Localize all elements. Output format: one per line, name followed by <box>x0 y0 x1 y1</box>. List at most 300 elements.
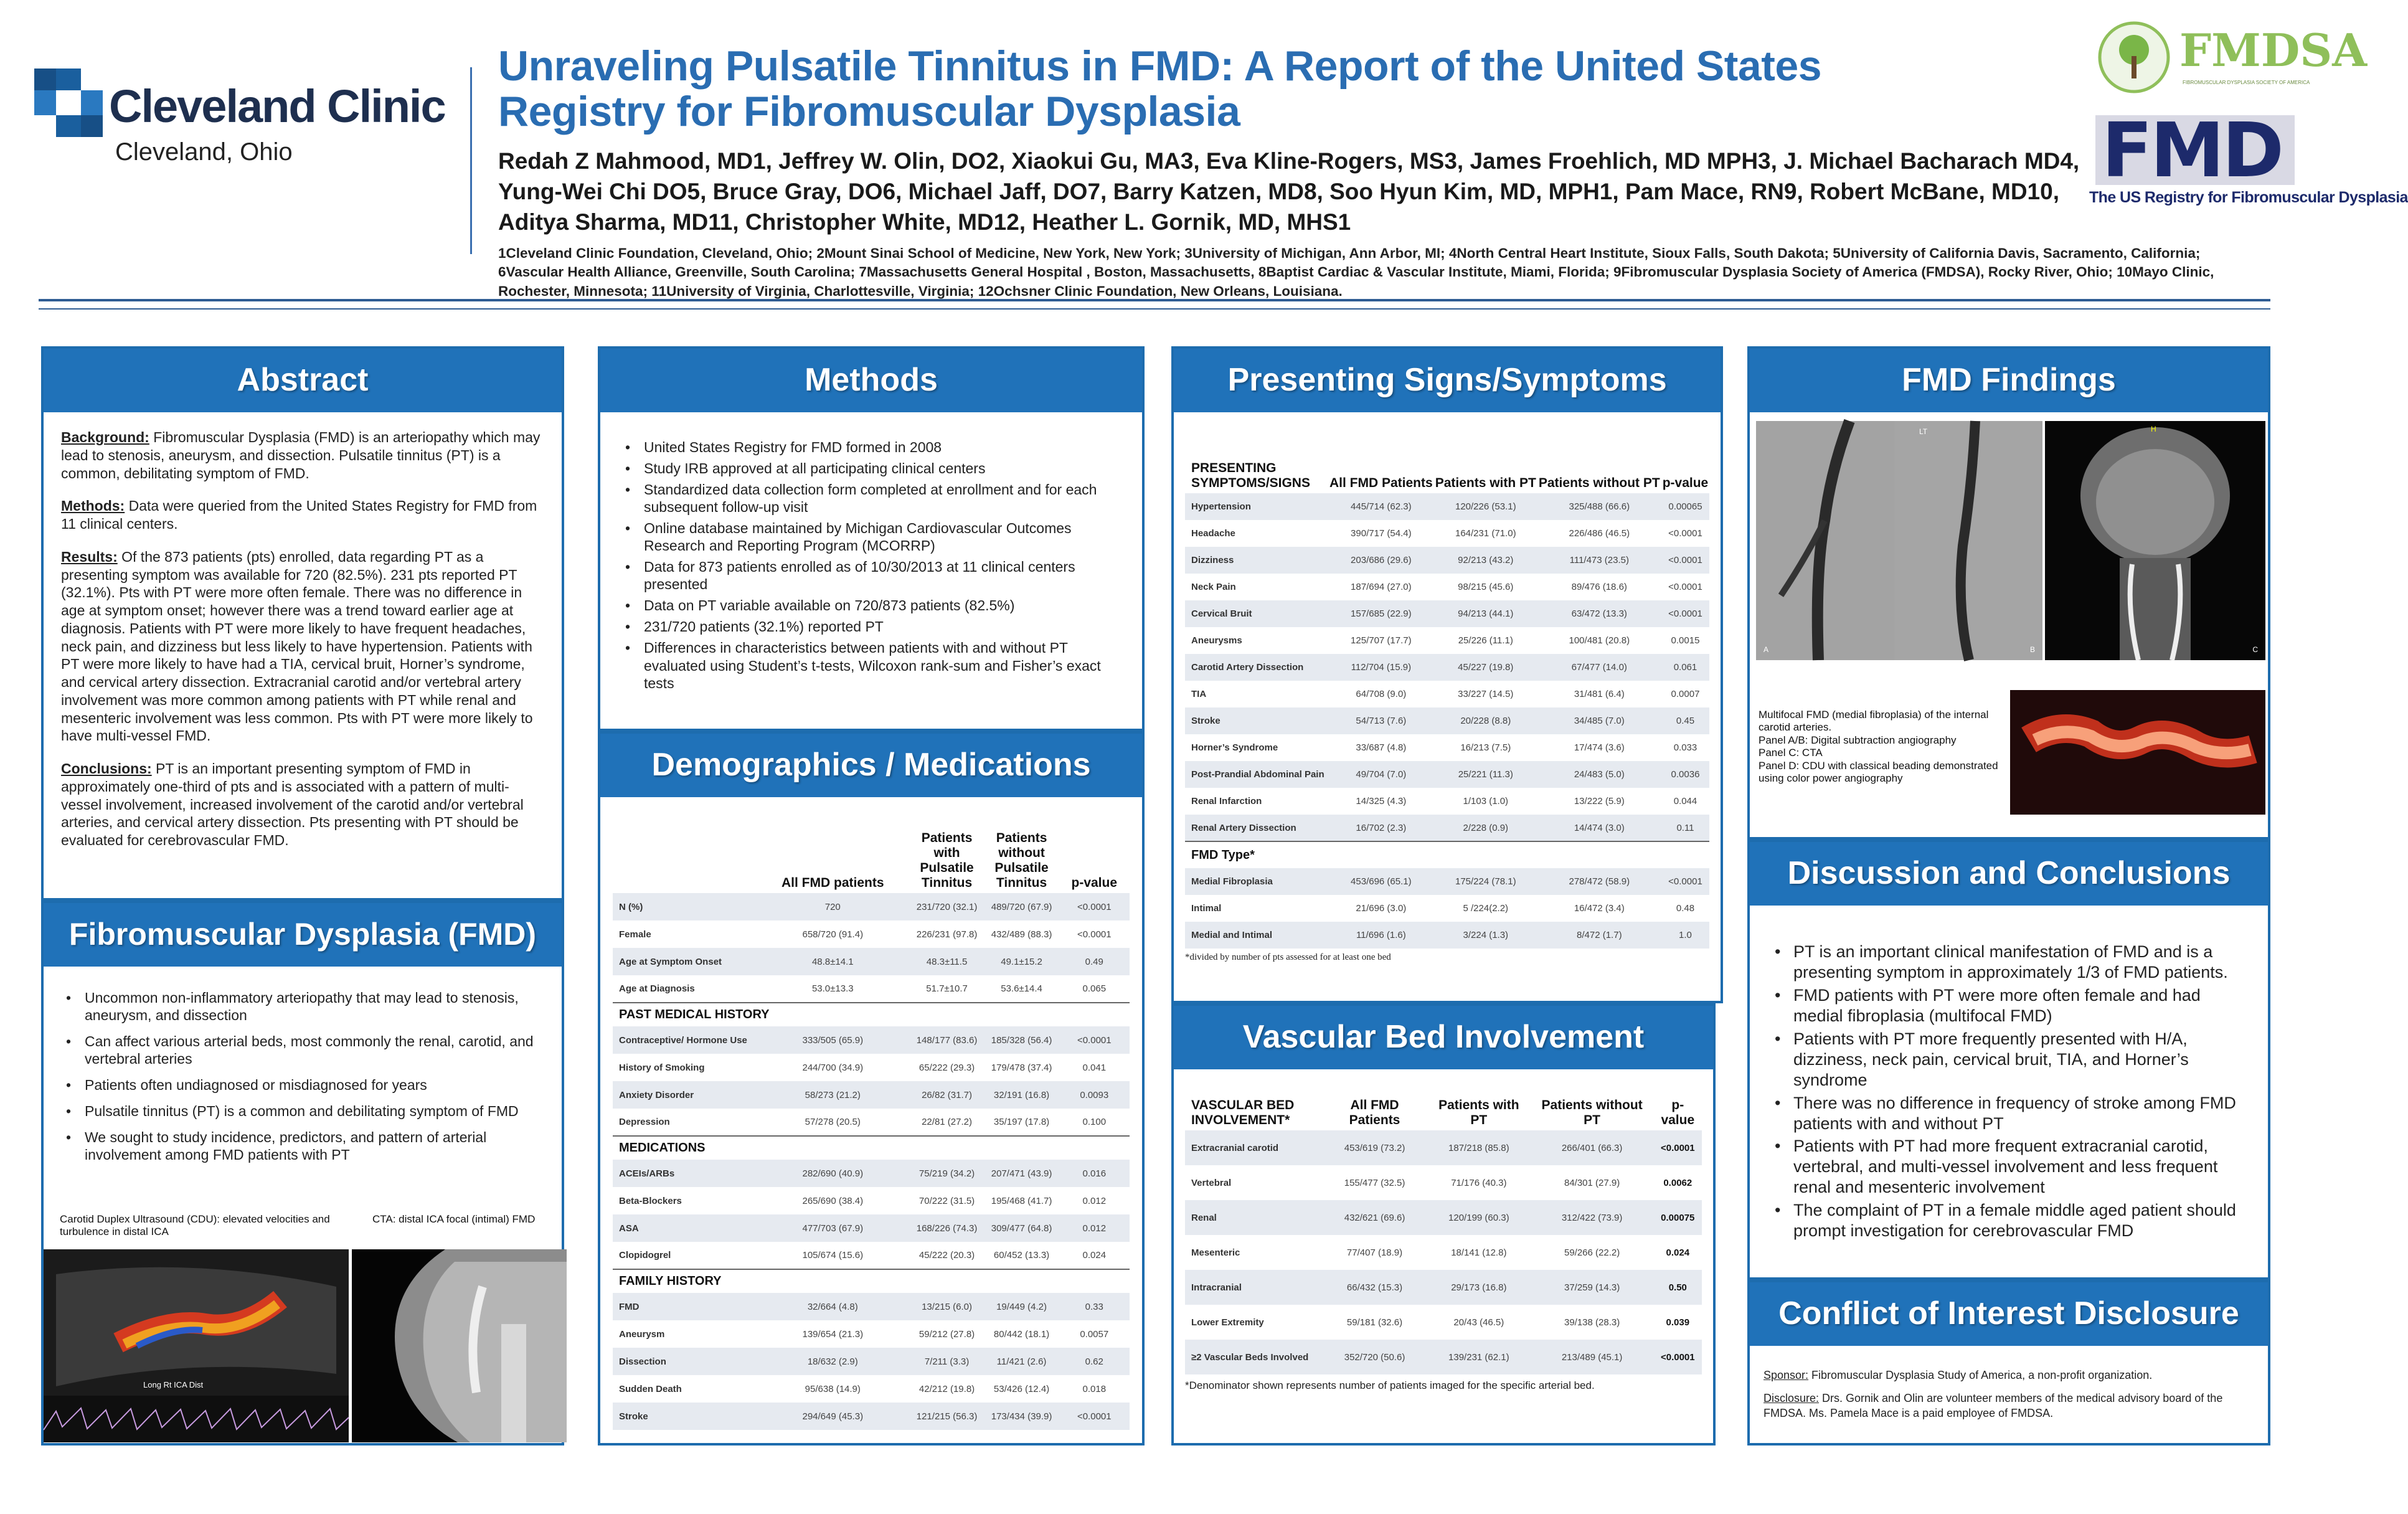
table-cell: 0.62 <box>1059 1348 1130 1375</box>
table-row <box>1185 654 1709 681</box>
table-row <box>1185 1305 1702 1340</box>
table-cell: 0.0007 <box>1671 689 1700 699</box>
table-row <box>1185 520 1709 547</box>
table-cell: Mesenteric <box>1191 1247 1240 1258</box>
us-registry-fmd-logo <box>2089 108 2408 212</box>
table-cell: 18/141 (12.8) <box>1451 1247 1507 1258</box>
header-divider <box>470 67 472 254</box>
table-cell: Aneurysm <box>619 1328 665 1340</box>
table-row <box>613 893 1130 920</box>
abstract-conclusions: Conclusions: PT is an important presenting symptom of FMD in approximately one-third of pts and is associated with a pattern of multi-vessel involvement, increased involvement of the carotid and/or vertebral arteries, and cervical artery dissection. Pts presenting with PT should be evaluated for cerebrovascular FMD. <box>61 760 524 848</box>
table-cell: Age at Diagnosis <box>619 983 695 994</box>
abstract-methods: Methods: Data were queried from the United States Registry for FMD from 11 clinical centers. <box>61 498 537 532</box>
table-cell: Headache <box>1191 528 1235 539</box>
table-cell: Vertebral <box>1191 1177 1232 1188</box>
logo-city: Cleveland, Ohio <box>115 138 293 166</box>
table-row <box>1185 1130 1702 1165</box>
table-cell: 187/694 (27.0) <box>1351 582 1412 592</box>
table-cell: 14/325 (4.3) <box>1356 796 1407 807</box>
table-cell: Beta-Blockers <box>619 1195 682 1206</box>
methods-heading: Methods <box>600 349 1142 412</box>
cleveland-clinic-cross-icon <box>34 69 103 137</box>
table-row <box>613 948 1130 975</box>
table-row <box>1185 627 1709 654</box>
table-cell: 19/449 (4.2) <box>984 1293 1059 1320</box>
table-cell: 333/505 (65.9) <box>756 1026 910 1054</box>
table-cell: Aneurysms <box>1191 635 1242 646</box>
discussion-bullets <box>1750 906 2268 1241</box>
table-row <box>1185 788 1709 815</box>
panel-label-a: A <box>1764 645 1769 654</box>
table-cell: 0.041 <box>1082 1062 1107 1073</box>
table-cell: 25/226 (11.1) <box>1458 635 1513 646</box>
angiography-image-a <box>1756 421 1908 660</box>
vascular-panel <box>1171 1003 1716 1445</box>
table-cell: 20/228 (8.8) <box>1434 707 1537 734</box>
authors-line-2: Yung-Wei Chi DO5, Bruce Gray, DO6, Michael Jaff, DO7, Barry Katzen, MD8, Soo Hyun Kim, MD, MPH1, Pam Mace, RN9, Robert McBane, MD10, <box>498 178 2059 204</box>
table-cell: Stroke <box>613 1403 756 1430</box>
table-cell: Intimal <box>1191 903 1222 914</box>
panel-label-lt: LT <box>1919 427 1928 436</box>
table-cell: 0.0015 <box>1671 635 1700 646</box>
table-cell: ASA <box>613 1214 756 1242</box>
abstract-heading: Abstract <box>44 349 562 412</box>
table-cell: Stroke <box>1185 707 1328 734</box>
table-cell: 49.1±15.2 <box>984 948 1059 975</box>
table-cell: Post-Prandial Abdominal Pain <box>1185 761 1328 788</box>
table-cell: 33/687 (4.8) <box>1356 742 1407 753</box>
table-cell: 7/211 (3.3) <box>910 1348 984 1375</box>
table-cell: 67/477 (14.0) <box>1537 654 1661 681</box>
table-cell: 0.00065 <box>1661 493 1710 520</box>
table-header: Patients with Pulsatile Tinnitus <box>920 831 974 890</box>
title-line-1: Unraveling Pulsatile Tinnitus in FMD: A Report of the United States <box>498 42 1822 90</box>
table-cell: 31/481 (6.4) <box>1574 689 1625 699</box>
table-header: PRESENTING SYMPTOMS/SIGNS <box>1191 461 1310 490</box>
table-cell: 48.8±14.1 <box>756 948 910 975</box>
logo-name: Cleveland Clinic <box>109 80 445 132</box>
list-item: • FMD patients with PT were more often female and had medial fibroplasia (multifocal FMD) <box>1768 985 2249 1026</box>
table-row <box>1185 815 1709 841</box>
demographics-panel <box>598 731 1145 1445</box>
table-cell: Carotid Artery Dissection <box>1185 654 1328 681</box>
table-cell: 54/713 (7.6) <box>1328 707 1434 734</box>
table-header <box>613 812 756 893</box>
abstract-background: Background: Fibromuscular Dysplasia (FMD) is an arteriopathy which may lead to stenosis, aneurysm, and dissection. Pulsatile tinnitus (PT) is a common, debilitating symptom of FMD. <box>61 429 541 481</box>
table-cell: 33/227 (14.5) <box>1458 689 1514 699</box>
table-row <box>613 1109 1130 1136</box>
list-item: • Online database maintained by Michigan Cardiovascular Outcomes Research and Reporting Program (MCORRP) <box>619 519 1117 554</box>
fmd-wordmark: FMD <box>2102 108 2282 194</box>
table-cell: 49/704 (7.0) <box>1328 761 1434 788</box>
table-row <box>613 1242 1130 1269</box>
table-row <box>1185 1165 1702 1200</box>
table-cell: 0.33 <box>1059 1293 1130 1320</box>
demographics-table <box>613 812 1130 1430</box>
table-cell: Anxiety Disorder <box>613 1081 756 1109</box>
table-cell: Medial Fibroplasia <box>1185 868 1328 895</box>
table-row <box>613 1054 1130 1081</box>
list-item: • Patients with PT had more frequent extracranial carotid, vertebral, and multi-vessel involvement and less frequent renal and mesenteric involvement <box>1768 1136 2249 1198</box>
table-cell: 213/489 (45.1) <box>1531 1340 1654 1374</box>
table-section-label: FAMILY HISTORY <box>613 1269 1130 1293</box>
abstract-results: Results: Of the 873 patients (pts) enrolled, data regarding PT as a presenting symptom was available for 720 (82.5%). 231 pts reported PT (32.1%). Pts with PT were more often female. There was no difference in age at symptom onset; however there was a trend toward earlier age at diagnosis. Patients with PT were more likely to have frequent headaches, neck pain, and dizziness but less likely to have hypertension. Patients with PT were more likely to have had a TIA, cervical bruit, Horner’s syndrome, and cervical artery dissection. Extracranial carotid and/or vertebral artery involvement was more common among patients with PT while renal and mesenteric involvement was less common. Pts with PT were more likely to have multi-vessel FMD. <box>61 548 533 744</box>
table-cell: 139/231 (62.1) <box>1427 1340 1531 1374</box>
table-cell: Lower Extremity <box>1191 1317 1264 1328</box>
table-row <box>1185 922 1709 949</box>
table-cell: 0.00075 <box>1654 1200 1702 1235</box>
table-cell: 125/707 (17.7) <box>1351 635 1412 646</box>
table-row <box>1185 547 1709 574</box>
authors <box>498 146 2086 237</box>
table-cell: 121/215 (56.3) <box>910 1403 984 1430</box>
signs-table <box>1185 437 1709 949</box>
table-cell: 3/224 (1.3) <box>1434 922 1537 949</box>
table-cell: 11/421 (2.6) <box>984 1348 1059 1375</box>
table-cell: 0.016 <box>1059 1160 1130 1187</box>
table-header: Patients with PT <box>1438 1098 1519 1127</box>
table-cell: 0.024 <box>1666 1247 1690 1258</box>
table-cell: 100/481 (20.8) <box>1569 635 1630 646</box>
table-cell: 1/103 (1.0) <box>1463 796 1509 807</box>
table-cell: 0.024 <box>1082 1250 1107 1261</box>
table-cell: 60/452 (13.3) <box>993 1250 1050 1261</box>
table-row <box>1185 761 1709 788</box>
table-section-label: MEDICATIONS <box>613 1136 1130 1160</box>
fmdsa-logo <box>2095 19 2368 97</box>
table-cell: Dissection <box>613 1348 756 1375</box>
table-cell: 720 <box>756 893 910 920</box>
cta-image <box>352 1249 567 1442</box>
table-row <box>1185 600 1709 627</box>
table-cell: 173/434 (39.9) <box>984 1403 1059 1430</box>
table-cell: Horner’s Syndrome <box>1191 742 1278 753</box>
list-item: • Patients with PT more frequently presented with H/A, dizziness, neck pain, cervical bruit, TIA, and Horner’s syndrome <box>1768 1029 2249 1091</box>
table-cell: 164/231 (71.0) <box>1455 528 1516 539</box>
table-cell: 35/197 (17.8) <box>993 1117 1050 1127</box>
table-cell: <0.0001 <box>1668 528 1702 539</box>
table-cell: 294/649 (45.3) <box>756 1403 910 1430</box>
panel-label-b: B <box>2029 645 2035 654</box>
table-cell: 352/720 (50.6) <box>1322 1340 1427 1374</box>
table-cell: 17/474 (3.6) <box>1574 742 1625 753</box>
table-row <box>613 1320 1130 1348</box>
table-cell: 278/472 (58.9) <box>1537 868 1661 895</box>
table-cell: 53.0±13.3 <box>811 983 854 994</box>
table-cell: Renal Artery Dissection <box>1185 815 1328 841</box>
table-cell: <0.0001 <box>1059 1026 1130 1054</box>
table-cell: 16/702 (2.3) <box>1328 815 1434 841</box>
table-cell: Renal <box>1185 1200 1322 1235</box>
table-cell: 453/696 (65.1) <box>1328 868 1434 895</box>
table-cell: 37/259 (14.3) <box>1531 1270 1654 1305</box>
fmd-logo-subtitle: The US Registry for Fibromuscular Dysplasia <box>2089 189 2408 206</box>
table-cell: 63/472 (13.3) <box>1537 600 1661 627</box>
table-cell: 66/432 (15.3) <box>1322 1270 1427 1305</box>
angiography-image-b <box>1894 421 2042 660</box>
table-cell: Neck Pain <box>1191 582 1236 592</box>
panel-label-c: C <box>2252 645 2258 654</box>
table-cell: 175/224 (78.1) <box>1434 868 1537 895</box>
table-cell: 390/717 (54.4) <box>1351 528 1412 539</box>
table-section-row <box>613 1136 1130 1160</box>
table-cell: 53/426 (12.4) <box>993 1383 1050 1394</box>
table-row <box>613 1081 1130 1109</box>
table-header: p-value <box>1662 476 1709 490</box>
table-cell: 34/485 (7.0) <box>1537 707 1661 734</box>
table-cell: 477/703 (67.9) <box>756 1214 910 1242</box>
table-cell: 45/222 (20.3) <box>918 1250 975 1261</box>
table-header: VASCULAR BED INVOLVEMENT* <box>1191 1098 1295 1127</box>
table-cell: 16/213 (7.5) <box>1460 742 1511 753</box>
table-cell: ACEIs/ARBs <box>613 1160 756 1187</box>
table-cell: 187/218 (85.8) <box>1427 1130 1531 1165</box>
table-row <box>1185 493 1709 520</box>
table-cell: 309/477 (64.8) <box>984 1214 1059 1242</box>
table-row <box>1185 1235 1702 1270</box>
list-item: • 231/720 patients (32.1%) reported PT <box>619 618 1117 635</box>
table-row <box>613 1403 1130 1430</box>
table-section-row <box>613 1003 1130 1026</box>
table-cell: 20/43 (46.5) <box>1453 1317 1504 1328</box>
table-cell: 453/619 (73.2) <box>1322 1130 1427 1165</box>
table-cell: Extracranial carotid <box>1185 1130 1322 1165</box>
fmd-bullets <box>44 967 562 1163</box>
table-header: Patients without Pulsatile Tinnitus <box>994 831 1049 890</box>
table-cell: Sudden Death <box>619 1383 682 1394</box>
table-cell: 21/696 (3.0) <box>1356 903 1407 914</box>
table-cell: 0.45 <box>1661 707 1710 734</box>
table-header: Patients with PT <box>1435 476 1536 490</box>
table-cell: 0.50 <box>1654 1270 1702 1305</box>
table-cell: 45/227 (19.8) <box>1434 654 1537 681</box>
table-cell: 0.012 <box>1059 1214 1130 1242</box>
table-cell: 18/632 (2.9) <box>756 1348 910 1375</box>
table-cell: 265/690 (38.4) <box>802 1195 864 1206</box>
table-row <box>1185 1340 1702 1374</box>
table-cell: 77/407 (18.9) <box>1346 1247 1403 1258</box>
table-cell: 445/714 (62.3) <box>1328 493 1434 520</box>
signs-panel <box>1171 346 1723 1003</box>
table-cell: 658/720 (91.4) <box>802 929 864 940</box>
table-cell: ≥2 Vascular Beds Involved <box>1185 1340 1322 1374</box>
list-item: • Can affect various arterial beds, most commonly the renal, carotid, and vertebral arteries <box>60 1033 547 1067</box>
list-item: • The complaint of PT in a female middle aged patient should prompt investigation for cerebrovascular FMD <box>1768 1200 2249 1241</box>
table-cell: Medial and Intimal <box>1185 922 1328 949</box>
table-cell: 432/489 (88.3) <box>991 929 1052 940</box>
disclosure-text: Disclosure: Drs. Gornik and Olin are volunteer members of the medical advisory board of the FMDSA. Ms. Pamela Mace is a paid employee of FMDSA. <box>1764 1392 2223 1419</box>
table-cell: 0.100 <box>1082 1117 1107 1127</box>
table-cell: 22/81 (27.2) <box>922 1117 972 1127</box>
table-cell: 58/273 (21.2) <box>756 1081 910 1109</box>
cta-image-c <box>2045 421 2265 660</box>
table-cell: 157/685 (22.9) <box>1328 600 1434 627</box>
vascular-heading: Vascular Bed Involvement <box>1174 1006 1713 1069</box>
vascular-table <box>1185 1093 1702 1374</box>
table-cell: 0.48 <box>1676 903 1695 914</box>
conflict-heading: Conflict of Interest Disclosure <box>1750 1282 2268 1346</box>
table-cell: 0.033 <box>1673 742 1697 753</box>
table-cell: 120/199 (60.3) <box>1427 1200 1531 1235</box>
table-cell: Intracranial <box>1185 1270 1322 1305</box>
table-cell: <0.0001 <box>1661 600 1710 627</box>
table-row <box>613 1375 1130 1403</box>
table-cell: 42/212 (19.8) <box>918 1383 975 1394</box>
cdu-caption: Carotid Duplex Ultrasound (CDU): elevated velocities and turbulence in distal ICA <box>60 1213 330 1238</box>
table-cell: 8/472 (1.7) <box>1537 922 1661 949</box>
table-cell: 0.039 <box>1666 1317 1690 1328</box>
conflict-panel <box>1747 1280 2270 1445</box>
table-section-label: FMD Type* <box>1185 841 1709 868</box>
table-cell: Contraceptive/ Hormone Use <box>613 1026 756 1054</box>
table-cell: <0.0001 <box>1077 929 1112 940</box>
table-row <box>613 1293 1130 1320</box>
discussion-heading: Discussion and Conclusions <box>1750 842 2268 906</box>
table-cell: 80/442 (18.1) <box>993 1328 1050 1340</box>
table-cell: <0.0001 <box>1654 1130 1702 1165</box>
table-cell: 203/686 (29.6) <box>1328 547 1434 574</box>
table-cell: 48.3±11.5 <box>910 948 984 975</box>
table-cell: 0.012 <box>1082 1195 1107 1206</box>
table-row <box>613 1187 1130 1214</box>
ultrasound-label: Long Rt ICA Dist <box>143 1380 204 1389</box>
table-header: Patients without PT <box>1538 476 1660 490</box>
table-row <box>613 1214 1130 1242</box>
table-cell: 139/654 (21.3) <box>802 1328 864 1340</box>
table-cell: <0.0001 <box>1654 1340 1702 1374</box>
table-cell: 57/278 (20.5) <box>805 1117 861 1127</box>
methods-bullets <box>600 412 1142 692</box>
table-cell: 0.065 <box>1082 983 1107 994</box>
fmdsa-wordmark: FMDSA <box>2179 24 2368 77</box>
table-cell: 185/328 (56.4) <box>984 1026 1059 1054</box>
list-item: • Study IRB approved at all participating clinical centers <box>619 460 1117 477</box>
table-cell: 0.0057 <box>1080 1328 1109 1340</box>
table-cell: 59/181 (32.6) <box>1346 1317 1403 1328</box>
table-cell: Depression <box>619 1117 670 1127</box>
table-cell: N (%) <box>613 893 756 920</box>
table-cell: 71/176 (40.3) <box>1451 1177 1507 1188</box>
table-cell: 0.0036 <box>1661 761 1710 788</box>
methods-panel <box>598 346 1145 731</box>
table-cell: 70/222 (31.5) <box>918 1195 975 1206</box>
table-cell: 112/704 (15.9) <box>1328 654 1434 681</box>
findings-caption: Multifocal FMD (medial fibroplasia) of the internal carotid arteries. Panel A/B: Digital subtraction angiography Panel C: CTA Panel D: CDU with classical beading demonstrated using color power angiography <box>1759 709 1998 784</box>
table-cell: 195/468 (41.7) <box>991 1195 1052 1206</box>
title-line-2: Registry for Fibromuscular Dysplasia <box>498 88 1240 136</box>
table-cell: Female <box>619 929 651 940</box>
demographics-heading: Demographics / Medications <box>600 734 1142 797</box>
table-cell: <0.0001 <box>1661 547 1710 574</box>
table-cell: 51.7±10.7 <box>926 983 968 994</box>
abstract-panel <box>41 346 564 901</box>
table-cell: 1.0 <box>1661 922 1710 949</box>
table-cell: 59/266 (22.2) <box>1564 1247 1620 1258</box>
table-header: All FMD Patients <box>1329 476 1433 490</box>
signs-footnote: *divided by number of pts assessed for at least one bed <box>1185 952 1391 962</box>
table-header: Patients without PT <box>1541 1098 1643 1127</box>
table-cell: 0.0093 <box>1059 1081 1130 1109</box>
panel-label-h: H <box>2151 425 2156 433</box>
table-section-label: PAST MEDICAL HISTORY <box>613 1003 1130 1026</box>
table-cell: 0.018 <box>1082 1383 1107 1394</box>
table-cell: 29/173 (16.8) <box>1427 1270 1531 1305</box>
table-cell: 95/638 (14.9) <box>805 1383 861 1394</box>
table-row <box>613 1348 1130 1375</box>
list-item: • United States Registry for FMD formed in 2008 <box>619 438 1117 456</box>
table-cell: 53.6±14.4 <box>1001 983 1042 994</box>
table-cell: 32/664 (4.8) <box>756 1293 910 1320</box>
list-item: • PT is an important clinical manifestation of FMD and is a presenting symptom in approximately 1/3 of FMD patients. <box>1768 942 2249 983</box>
table-cell: 84/301 (27.9) <box>1564 1177 1620 1188</box>
table-cell: <0.0001 <box>1059 893 1130 920</box>
table-row <box>1185 681 1709 707</box>
table-cell: 5 /224(2.2) <box>1463 903 1509 914</box>
table-cell: 226/231 (97.8) <box>916 929 978 940</box>
table-cell: Cervical Bruit <box>1185 600 1328 627</box>
table-cell: 16/472 (3.4) <box>1574 903 1625 914</box>
table-cell: 11/696 (1.6) <box>1328 922 1434 949</box>
table-cell: 98/215 (45.6) <box>1458 582 1514 592</box>
table-cell: 13/215 (6.0) <box>910 1293 984 1320</box>
authors-line-3: Aditya Sharma, MD11, Christopher White, MD12, Heather L. Gornik, MD, MHS1 <box>498 209 1351 235</box>
fmdsa-subtitle: FIBROMUSCULAR DYSPLASIA SOCIETY OF AMERICA <box>2183 80 2310 85</box>
table-cell: 32/191 (16.8) <box>984 1081 1059 1109</box>
table-cell: 13/222 (5.9) <box>1574 796 1625 807</box>
table-header: All FMD patients <box>781 876 884 890</box>
table-row <box>613 920 1130 948</box>
table-cell: 226/486 (46.5) <box>1569 528 1630 539</box>
table-cell: Clopidogrel <box>619 1250 671 1261</box>
table-cell: 105/674 (15.6) <box>802 1250 864 1261</box>
table-cell: Age at Symptom Onset <box>613 948 756 975</box>
table-cell: 120/226 (53.1) <box>1434 493 1537 520</box>
table-row <box>1185 734 1709 761</box>
power-angiography-image <box>2010 690 2265 815</box>
table-cell: 24/483 (5.0) <box>1537 761 1661 788</box>
table-cell: 489/720 (67.9) <box>984 893 1059 920</box>
sponsor-text: Sponsor: Fibromuscular Dysplasia Study of America, a non-profit organization. <box>1764 1369 2153 1381</box>
list-item: • Differences in characteristics between patients with and without PT evaluated using Student’s t-tests, Wilcoxon rank-sum and Fisher’s exact tests <box>619 639 1117 691</box>
table-cell: 325/488 (66.6) <box>1537 493 1661 520</box>
list-item: • Patients often undiagnosed or misdiagnosed for years <box>60 1076 547 1094</box>
table-cell: 94/213 (44.1) <box>1434 600 1537 627</box>
findings-heading: FMD Findings <box>1750 349 2268 412</box>
table-cell: History of Smoking <box>619 1062 705 1073</box>
table-cell: 179/478 (37.4) <box>991 1062 1052 1073</box>
table-cell: 155/477 (32.5) <box>1344 1177 1405 1188</box>
list-item: • Pulsatile tinnitus (PT) is a common and debilitating symptom of FMD <box>60 1102 547 1120</box>
table-header: All FMD Patients <box>1349 1098 1400 1127</box>
cta-caption: CTA: distal ICA focal (intimal) FMD <box>372 1213 536 1225</box>
table-cell: 92/213 (43.2) <box>1434 547 1537 574</box>
table-cell: 266/401 (66.3) <box>1531 1130 1654 1165</box>
list-item: • Data for 873 patients enrolled as of 10/30/2013 at 11 clinical centers presented <box>619 558 1117 593</box>
table-cell: 148/177 (83.6) <box>910 1026 984 1054</box>
table-cell: 64/708 (9.0) <box>1356 689 1407 699</box>
table-row <box>1185 1270 1702 1305</box>
affiliations: 1Cleveland Clinic Foundation, Cleveland, Ohio; 2Mount Sinai School of Medicine, New York, New York; 3University of Michigan, Ann Arbor, MI; 4North Central Heart Institute, Sioux Falls, South Dakota; 5University of California Davis, Sacramento, California; 6Vascular Health Alliance, Greenville, South Carolina; 7Massachusetts General Hospital , Boston, Massachusetts, 8Baptist Cardiac & Vascular Institute, Miami, Florida; 9Fibromuscular Dysplasia Society of America (FMDSA), Rocky River, Ohio; 10Mayo Clinic, Rochester, Minnesota; 11University of Virginia, Charlottesville, Virginia; 12Ochsner Clinic Foundation, New Orleans, Louisiana. <box>498 245 2214 299</box>
table-section-row <box>1185 841 1709 868</box>
list-item: • Standardized data collection form completed at enrollment and for each subsequent follow-up visit <box>619 481 1117 516</box>
table-cell: 25/221 (11.3) <box>1434 761 1537 788</box>
table-cell: FMD <box>613 1293 756 1320</box>
table-cell: 75/219 (34.2) <box>910 1160 984 1187</box>
poster-title <box>498 44 2024 135</box>
cleveland-clinic-logo <box>34 69 445 166</box>
table-cell: 168/226 (74.3) <box>910 1214 984 1242</box>
table-cell: 244/700 (34.9) <box>802 1062 864 1073</box>
